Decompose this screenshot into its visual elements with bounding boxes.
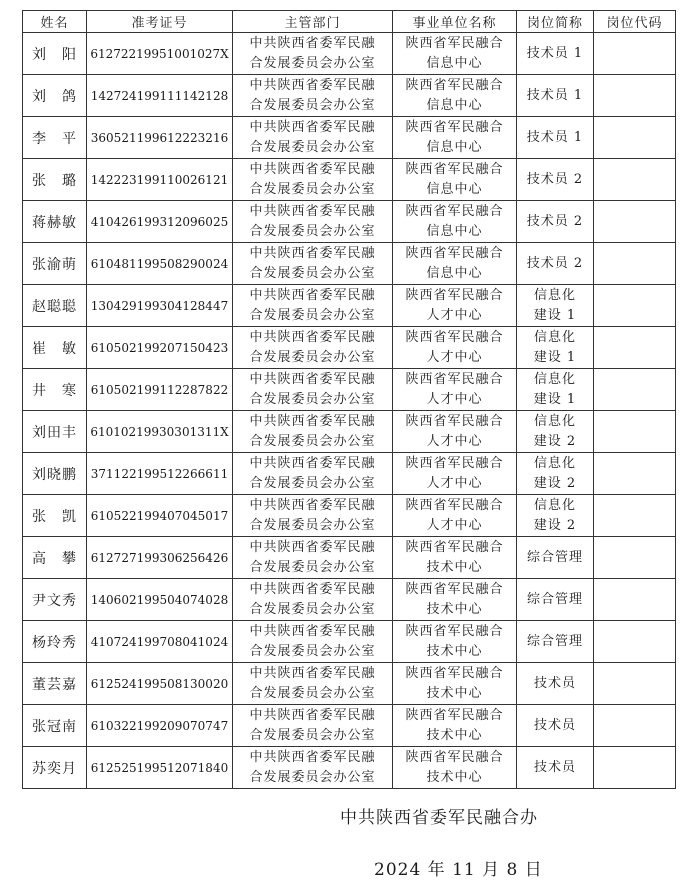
unit-line: 陕西省军民融合 [405, 665, 504, 681]
department-line: 合发展委员会办公室 [249, 265, 376, 281]
table-row [23, 621, 676, 663]
cell-exam-id: 61272219951001027X [87, 33, 233, 75]
cell-department [233, 621, 393, 663]
cell-position-code [594, 663, 676, 705]
department-line: 合发展委员会办公室 [249, 727, 376, 743]
position-line: 建设 1 [533, 349, 577, 365]
department-line: 中共陕西省委军民融 [249, 581, 376, 597]
table-row [23, 579, 676, 621]
unit-line: 人才中心 [426, 475, 483, 491]
cell-department [233, 369, 393, 411]
cell-exam-id: 371122199512266611 [87, 453, 233, 495]
cell-exam-id: 610502199207150423 [87, 327, 233, 369]
cell-name: 崔 敏 [23, 327, 87, 369]
cell-unit [393, 369, 517, 411]
cell-position-code [594, 201, 676, 243]
position-line: 技术员 [533, 717, 576, 733]
department-line: 合发展委员会办公室 [249, 139, 376, 155]
cell-name: 蒋赫敏 [23, 201, 87, 243]
position-line: 技术员 1 [526, 129, 584, 145]
cell-exam-id: 610322199209070747 [87, 705, 233, 747]
table-row [23, 369, 676, 411]
unit-line: 陕西省军民融合 [405, 455, 504, 471]
position-line: 综合管理 [526, 633, 583, 649]
table-row [23, 159, 676, 201]
department-line: 合发展委员会办公室 [249, 475, 376, 491]
unit-line: 信息中心 [426, 55, 483, 71]
position-line: 建设 1 [533, 391, 577, 407]
cell-department [233, 75, 393, 117]
position-line: 建设 2 [533, 475, 577, 491]
cell-exam-id: 410426199312096025 [87, 201, 233, 243]
cell-name: 尹文秀 [23, 579, 87, 621]
cell-name: 刘晓鹏 [23, 453, 87, 495]
department-line: 合发展委员会办公室 [249, 349, 376, 365]
cell-position [517, 663, 594, 705]
unit-line: 陕西省军民融合 [405, 203, 504, 219]
department-line: 中共陕西省委军民融 [249, 707, 376, 723]
cell-exam-id: 140602199504074028 [87, 579, 233, 621]
table-row [23, 495, 676, 537]
cell-name: 杨玲秀 [23, 621, 87, 663]
cell-unit [393, 453, 517, 495]
unit-line: 陕西省军民融合 [405, 749, 504, 765]
cell-name: 刘 阳 [23, 33, 87, 75]
department-line: 中共陕西省委军民融 [249, 287, 376, 303]
cell-department [233, 579, 393, 621]
cell-exam-id: 410724199708041024 [87, 621, 233, 663]
unit-line: 陕西省军民融合 [405, 287, 504, 303]
unit-line: 陕西省军民融合 [405, 413, 504, 429]
department-line: 合发展委员会办公室 [249, 55, 376, 71]
cell-department [233, 453, 393, 495]
unit-line: 陕西省军民融合 [405, 161, 504, 177]
cell-department [233, 285, 393, 327]
position-line: 信息化 [533, 413, 576, 429]
unit-line: 技术中心 [426, 685, 483, 701]
cell-unit [393, 495, 517, 537]
cell-exam-id: 612524199508130020 [87, 663, 233, 705]
unit-line: 陕西省军民融合 [405, 77, 504, 93]
cell-position-code [594, 579, 676, 621]
cell-position [517, 285, 594, 327]
cell-unit [393, 663, 517, 705]
cell-position [517, 621, 594, 663]
unit-line: 陕西省军民融合 [405, 371, 504, 387]
cell-position-code [594, 453, 676, 495]
cell-position-code [594, 705, 676, 747]
cell-name: 刘 鸽 [23, 75, 87, 117]
department-line: 合发展委员会办公室 [249, 223, 376, 239]
unit-line: 技术中心 [426, 643, 483, 659]
position-line: 技术员 2 [526, 255, 584, 271]
department-line: 中共陕西省委军民融 [249, 371, 376, 387]
unit-line: 信息中心 [426, 265, 483, 281]
position-line: 技术员 1 [526, 87, 584, 103]
table-row [23, 411, 676, 453]
unit-line: 陕西省军民融合 [405, 707, 504, 723]
unit-line: 陕西省军民融合 [405, 623, 504, 639]
position-line: 综合管理 [526, 591, 583, 607]
cell-unit [393, 117, 517, 159]
cell-position-code [594, 243, 676, 285]
department-line: 中共陕西省委军民融 [249, 203, 376, 219]
position-line: 建设 1 [533, 307, 577, 323]
cell-exam-id: 612727199306256426 [87, 537, 233, 579]
cell-position-code [594, 369, 676, 411]
position-line: 综合管理 [526, 549, 583, 565]
cell-department [233, 243, 393, 285]
cell-position-code [594, 747, 676, 789]
issue-date: 2024 年 11 月 8 日 [374, 860, 543, 880]
cell-position [517, 327, 594, 369]
table-row [23, 453, 676, 495]
table-row [23, 117, 676, 159]
department-line: 中共陕西省委军民融 [249, 119, 376, 135]
cell-unit [393, 201, 517, 243]
unit-line: 技术中心 [426, 559, 483, 575]
table-body [23, 33, 676, 789]
cell-position [517, 411, 594, 453]
position-line: 技术员 2 [526, 213, 584, 229]
cell-position [517, 201, 594, 243]
department-line: 合发展委员会办公室 [249, 517, 376, 533]
unit-line: 陕西省军民融合 [405, 35, 504, 51]
cell-unit [393, 537, 517, 579]
cell-name: 董芸嘉 [23, 663, 87, 705]
table-row [23, 705, 676, 747]
unit-line: 人才中心 [426, 391, 483, 407]
department-line: 中共陕西省委军民融 [249, 665, 376, 681]
department-line: 中共陕西省委军民融 [249, 329, 376, 345]
department-line: 中共陕西省委军民融 [249, 245, 376, 261]
cell-position-code [594, 411, 676, 453]
cell-exam-id: 61010219930301311X [87, 411, 233, 453]
cell-position [517, 33, 594, 75]
cell-name: 李 平 [23, 117, 87, 159]
table-row [23, 201, 676, 243]
position-line: 技术员 [533, 759, 576, 775]
cell-position [517, 495, 594, 537]
unit-line: 陕西省军民融合 [405, 245, 504, 261]
unit-line: 信息中心 [426, 97, 483, 113]
cell-exam-id: 360521199612223216 [87, 117, 233, 159]
cell-unit [393, 327, 517, 369]
cell-position [517, 705, 594, 747]
table-row [23, 285, 676, 327]
department-line: 中共陕西省委军民融 [249, 413, 376, 429]
cell-exam-id: 610522199407045017 [87, 495, 233, 537]
cell-position [517, 537, 594, 579]
table-row [23, 537, 676, 579]
department-line: 中共陕西省委军民融 [249, 623, 376, 639]
table-row [23, 243, 676, 285]
cell-exam-id: 612525199512071840 [87, 747, 233, 789]
department-line: 合发展委员会办公室 [249, 685, 376, 701]
header-exam-id: 准考证号 [87, 11, 233, 33]
cell-unit [393, 747, 517, 789]
department-line: 合发展委员会办公室 [249, 643, 376, 659]
department-line: 中共陕西省委军民融 [249, 35, 376, 51]
cell-name: 张冠南 [23, 705, 87, 747]
cell-position [517, 243, 594, 285]
cell-position-code [594, 75, 676, 117]
cell-unit [393, 75, 517, 117]
cell-position-code [594, 495, 676, 537]
cell-position [517, 117, 594, 159]
cell-unit [393, 33, 517, 75]
cell-position-code [594, 327, 676, 369]
position-line: 技术员 2 [526, 171, 584, 187]
position-line: 信息化 [533, 329, 576, 345]
candidate-table [22, 10, 676, 789]
position-line: 建设 2 [533, 517, 577, 533]
cell-name: 张 凯 [23, 495, 87, 537]
cell-exam-id: 142724199111142128 [87, 75, 233, 117]
cell-name: 张渝萌 [23, 243, 87, 285]
cell-position-code [594, 159, 676, 201]
department-line: 合发展委员会办公室 [249, 769, 376, 785]
position-line: 信息化 [533, 497, 576, 513]
cell-unit [393, 159, 517, 201]
unit-line: 陕西省军民融合 [405, 329, 504, 345]
department-line: 合发展委员会办公室 [249, 391, 376, 407]
cell-department [233, 495, 393, 537]
table-header-row [23, 11, 676, 33]
unit-line: 陕西省军民融合 [405, 581, 504, 597]
cell-department [233, 33, 393, 75]
cell-exam-id: 610502199112287822 [87, 369, 233, 411]
department-line: 中共陕西省委军民融 [249, 77, 376, 93]
cell-exam-id: 130429199304128447 [87, 285, 233, 327]
department-line: 中共陕西省委军民融 [249, 161, 376, 177]
cell-name: 苏奕月 [23, 747, 87, 789]
cell-unit [393, 285, 517, 327]
unit-line: 信息中心 [426, 181, 483, 197]
cell-position [517, 579, 594, 621]
department-line: 合发展委员会办公室 [249, 601, 376, 617]
cell-department [233, 537, 393, 579]
header-department: 主管部门 [233, 11, 393, 33]
cell-exam-id: 142223199110026121 [87, 159, 233, 201]
unit-line: 技术中心 [426, 601, 483, 617]
department-line: 合发展委员会办公室 [249, 181, 376, 197]
unit-line: 人才中心 [426, 517, 483, 533]
cell-unit [393, 579, 517, 621]
cell-position-code [594, 117, 676, 159]
cell-name: 赵聪聪 [23, 285, 87, 327]
department-line: 合发展委员会办公室 [249, 307, 376, 323]
unit-line: 信息中心 [426, 223, 483, 239]
department-line: 中共陕西省委军民融 [249, 749, 376, 765]
cell-position-code [594, 537, 676, 579]
cell-unit [393, 705, 517, 747]
unit-line: 陕西省军民融合 [405, 539, 504, 555]
cell-unit [393, 243, 517, 285]
table-row [23, 33, 676, 75]
department-line: 中共陕西省委军民融 [249, 539, 376, 555]
cell-position-code [594, 285, 676, 327]
department-line: 中共陕西省委军民融 [249, 455, 376, 471]
position-line: 技术员 [533, 675, 576, 691]
cell-department [233, 327, 393, 369]
cell-position [517, 747, 594, 789]
table-row [23, 747, 676, 789]
header-position-code: 岗位代码 [594, 11, 676, 33]
department-line: 合发展委员会办公室 [249, 433, 376, 449]
cell-name: 张 璐 [23, 159, 87, 201]
cell-department [233, 411, 393, 453]
cell-department [233, 705, 393, 747]
cell-name: 刘田丰 [23, 411, 87, 453]
position-line: 技术员 1 [526, 45, 584, 61]
cell-name: 井 寒 [23, 369, 87, 411]
table-row [23, 327, 676, 369]
header-position: 岗位简称 [517, 11, 594, 33]
cell-department [233, 747, 393, 789]
header-unit: 事业单位名称 [393, 11, 517, 33]
cell-exam-id: 610481199508290024 [87, 243, 233, 285]
cell-department [233, 159, 393, 201]
department-line: 中共陕西省委军民融 [249, 497, 376, 513]
unit-line: 陕西省军民融合 [405, 119, 504, 135]
cell-position-code [594, 33, 676, 75]
unit-line: 信息中心 [426, 139, 483, 155]
header-name: 姓名 [23, 11, 87, 33]
table-row [23, 75, 676, 117]
position-line: 信息化 [533, 287, 576, 303]
unit-line: 人才中心 [426, 433, 483, 449]
unit-line: 陕西省军民融合 [405, 497, 504, 513]
cell-position [517, 453, 594, 495]
cell-position-code [594, 621, 676, 663]
position-line: 建设 2 [533, 433, 577, 449]
cell-unit [393, 411, 517, 453]
position-line: 信息化 [533, 371, 576, 387]
cell-department [233, 663, 393, 705]
cell-unit [393, 621, 517, 663]
cell-position [517, 159, 594, 201]
cell-name: 高 攀 [23, 537, 87, 579]
cell-department [233, 117, 393, 159]
department-line: 合发展委员会办公室 [249, 97, 376, 113]
unit-line: 人才中心 [426, 307, 483, 323]
department-line: 合发展委员会办公室 [249, 559, 376, 575]
position-line: 信息化 [533, 455, 576, 471]
issuer-signature: 中共陕西省委军民融合办 [340, 808, 538, 828]
cell-position [517, 75, 594, 117]
unit-line: 技术中心 [426, 727, 483, 743]
unit-line: 人才中心 [426, 349, 483, 365]
table-row [23, 663, 676, 705]
cell-department [233, 201, 393, 243]
unit-line: 技术中心 [426, 769, 483, 785]
cell-position [517, 369, 594, 411]
